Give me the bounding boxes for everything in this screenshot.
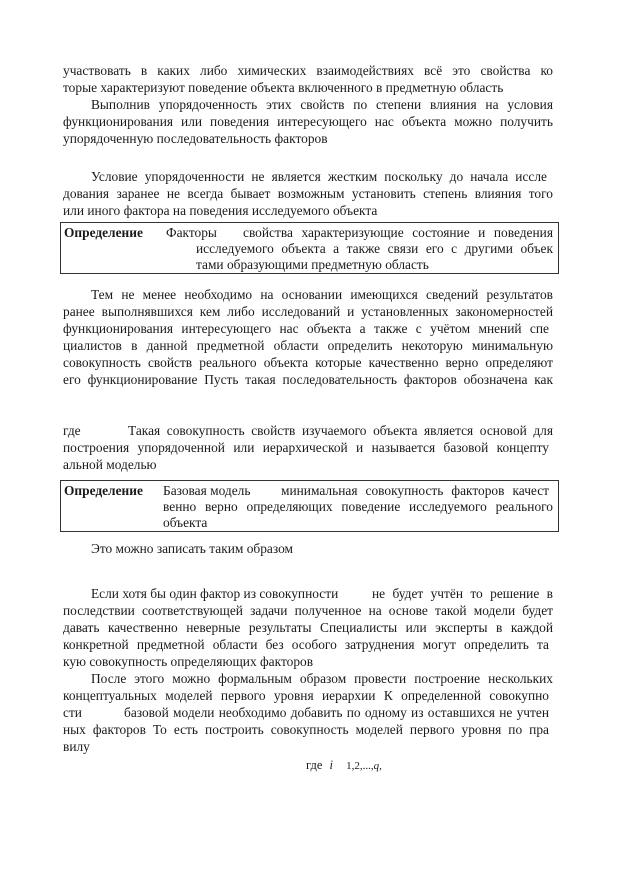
- text-line: функционирования интересующего нас объекта а также с учётом мнений спе: [63, 321, 549, 336]
- text-line: где: [63, 423, 81, 438]
- text-line: Условие упорядоченности не является жестким поскольку до начала иссле: [91, 169, 547, 184]
- text-line: Такая совокупность свойств изучаемого объекта является основой для: [128, 423, 553, 438]
- text-line: совокупность свойств реального объекта которые качественно верно определяют: [63, 355, 553, 370]
- formula-range: 1,2,...,: [346, 760, 374, 772]
- text-line: давать качественно неверные результаты Специалисты или эксперты в каждой: [63, 620, 553, 635]
- text-line: дования заранее не всегда бывает возможным установить степень влияния того: [63, 186, 553, 201]
- text-line: функционирования или поведения интересующего нас объекта можно получить: [63, 114, 553, 129]
- text-line: не будет учтён то решение в: [372, 586, 553, 601]
- text-line: тами образующими предметную область: [196, 257, 429, 272]
- text-line: упорядоченную последовательность факторов: [63, 131, 328, 146]
- definition-label: Определение: [64, 483, 143, 498]
- text-line: ранее выполнявшихся кем либо исследований и установленных закономерностей: [63, 304, 553, 319]
- formula-end: q,: [373, 760, 382, 772]
- text-line: конкретной предметной области без особого затруднения могут определить та: [63, 637, 549, 652]
- text-line: циалистов в данной предметной области определить некоторую минимальную: [63, 338, 553, 353]
- text-line: кую совокупность определяющих факторов: [63, 654, 314, 669]
- text-line: Это можно записать таким образом: [91, 541, 293, 556]
- text-line: минимальная совокупность факторов качест: [281, 483, 549, 498]
- formula-line: [306, 757, 382, 775]
- text-line: торые характеризуют поведение объекта включенного в предметную область: [63, 80, 504, 95]
- formula-where: где: [306, 758, 323, 772]
- text-line: Если хотя бы один фактор из совокупности: [91, 586, 339, 601]
- text-line: базовой модели необходимо добавить по одному из оставшихся не учтен: [124, 705, 549, 720]
- text-line: построения упорядоченной или иерархической и называется базовой концепту: [63, 440, 549, 455]
- formula-variable: i: [329, 758, 334, 772]
- text-line: концептуальных моделей первого уровня иерархии К определенной совокупно: [63, 688, 549, 703]
- text-line: венно верно определяющих поведение исследуемого реального: [163, 499, 553, 514]
- text-line: Выполнив упорядоченность этих свойств по степени влияния на условия: [91, 97, 553, 112]
- text-line: альной моделью: [63, 457, 157, 472]
- definition-term: Факторы: [166, 225, 217, 240]
- text-line: или иного фактора на поведения исследуемого объекта: [63, 203, 378, 218]
- text-line: После этого можно формальным образом провести построение нескольких: [91, 671, 553, 686]
- text-line: его функционирование Пусть такая последовательность факторов обозначена как: [63, 372, 553, 387]
- text-line: исследуемого объекта а также связи его с другими объек: [196, 241, 553, 256]
- text-line: последствии соответствующей задачи полученное на основе такой модели будет: [63, 603, 553, 618]
- text-line: свойства характеризующие состояние и поведения: [243, 225, 553, 240]
- text-line: вилу: [63, 739, 90, 754]
- text-line: ных факторов То есть построить совокупность моделей первого уровня по пра: [63, 722, 549, 737]
- text-line: объекта: [163, 515, 208, 530]
- definition-label: Определение: [64, 225, 143, 240]
- text-line: Тем не менее необходимо на основании имеющихся сведений результатов: [91, 287, 553, 302]
- text-line: сти: [63, 705, 82, 720]
- definition-term: Базовая модель: [163, 483, 251, 498]
- text-line: участвовать в каких либо химических взаимодействиях всё это свойства ко: [63, 63, 553, 78]
